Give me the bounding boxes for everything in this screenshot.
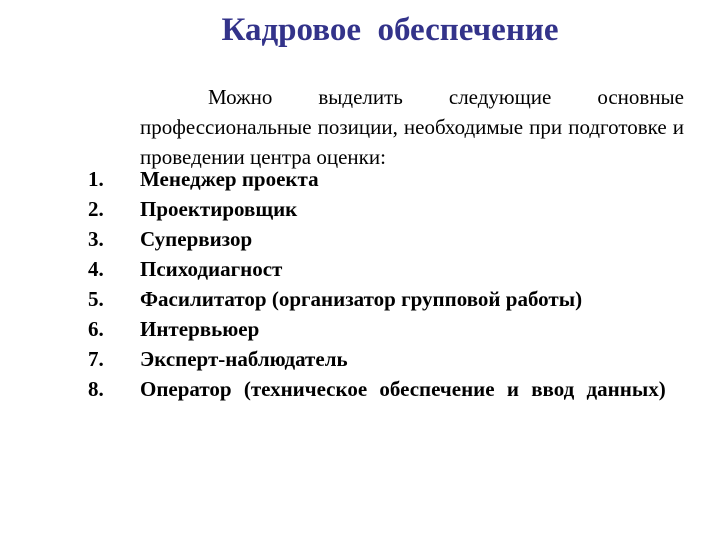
list-item-text: Интервьюер — [140, 317, 260, 341]
list-item-text: Фасилитатор (организатор групповой работы) — [140, 287, 583, 311]
list-item-text: Менеджер проекта — [140, 167, 319, 191]
list-number: 7. — [88, 347, 104, 371]
list-item — [88, 314, 684, 344]
list-number: 5. — [88, 287, 104, 311]
list-item-text: Эксперт-наблюдатель — [140, 347, 348, 371]
list-item — [88, 344, 684, 374]
list-item — [88, 284, 684, 314]
list-item — [88, 224, 684, 254]
list-item-text: Оператор (техническое обеспечение и ввод данных) — [140, 377, 666, 401]
slide-title: Кадровое обеспечение — [221, 12, 559, 48]
list-item — [88, 194, 684, 224]
list-item-text: Проектировщик — [140, 197, 298, 221]
list-item — [88, 164, 684, 194]
list-item-text: Психодиагност — [140, 257, 283, 281]
list-number: 1. — [88, 167, 104, 191]
list-item-text: Супервизор — [140, 227, 253, 251]
list-number: 3. — [88, 227, 104, 251]
positions-list — [88, 164, 684, 404]
intro-paragraph: Можно выделить следующие основные профессиональные позиции, необходимые при подготовке и проведении центра оценки: — [140, 85, 684, 169]
list-number: 6. — [88, 317, 104, 341]
list-item — [88, 374, 684, 404]
list-number: 4. — [88, 257, 104, 281]
list-number: 8. — [88, 377, 104, 401]
list-item — [88, 254, 684, 284]
list-number: 2. — [88, 197, 104, 221]
